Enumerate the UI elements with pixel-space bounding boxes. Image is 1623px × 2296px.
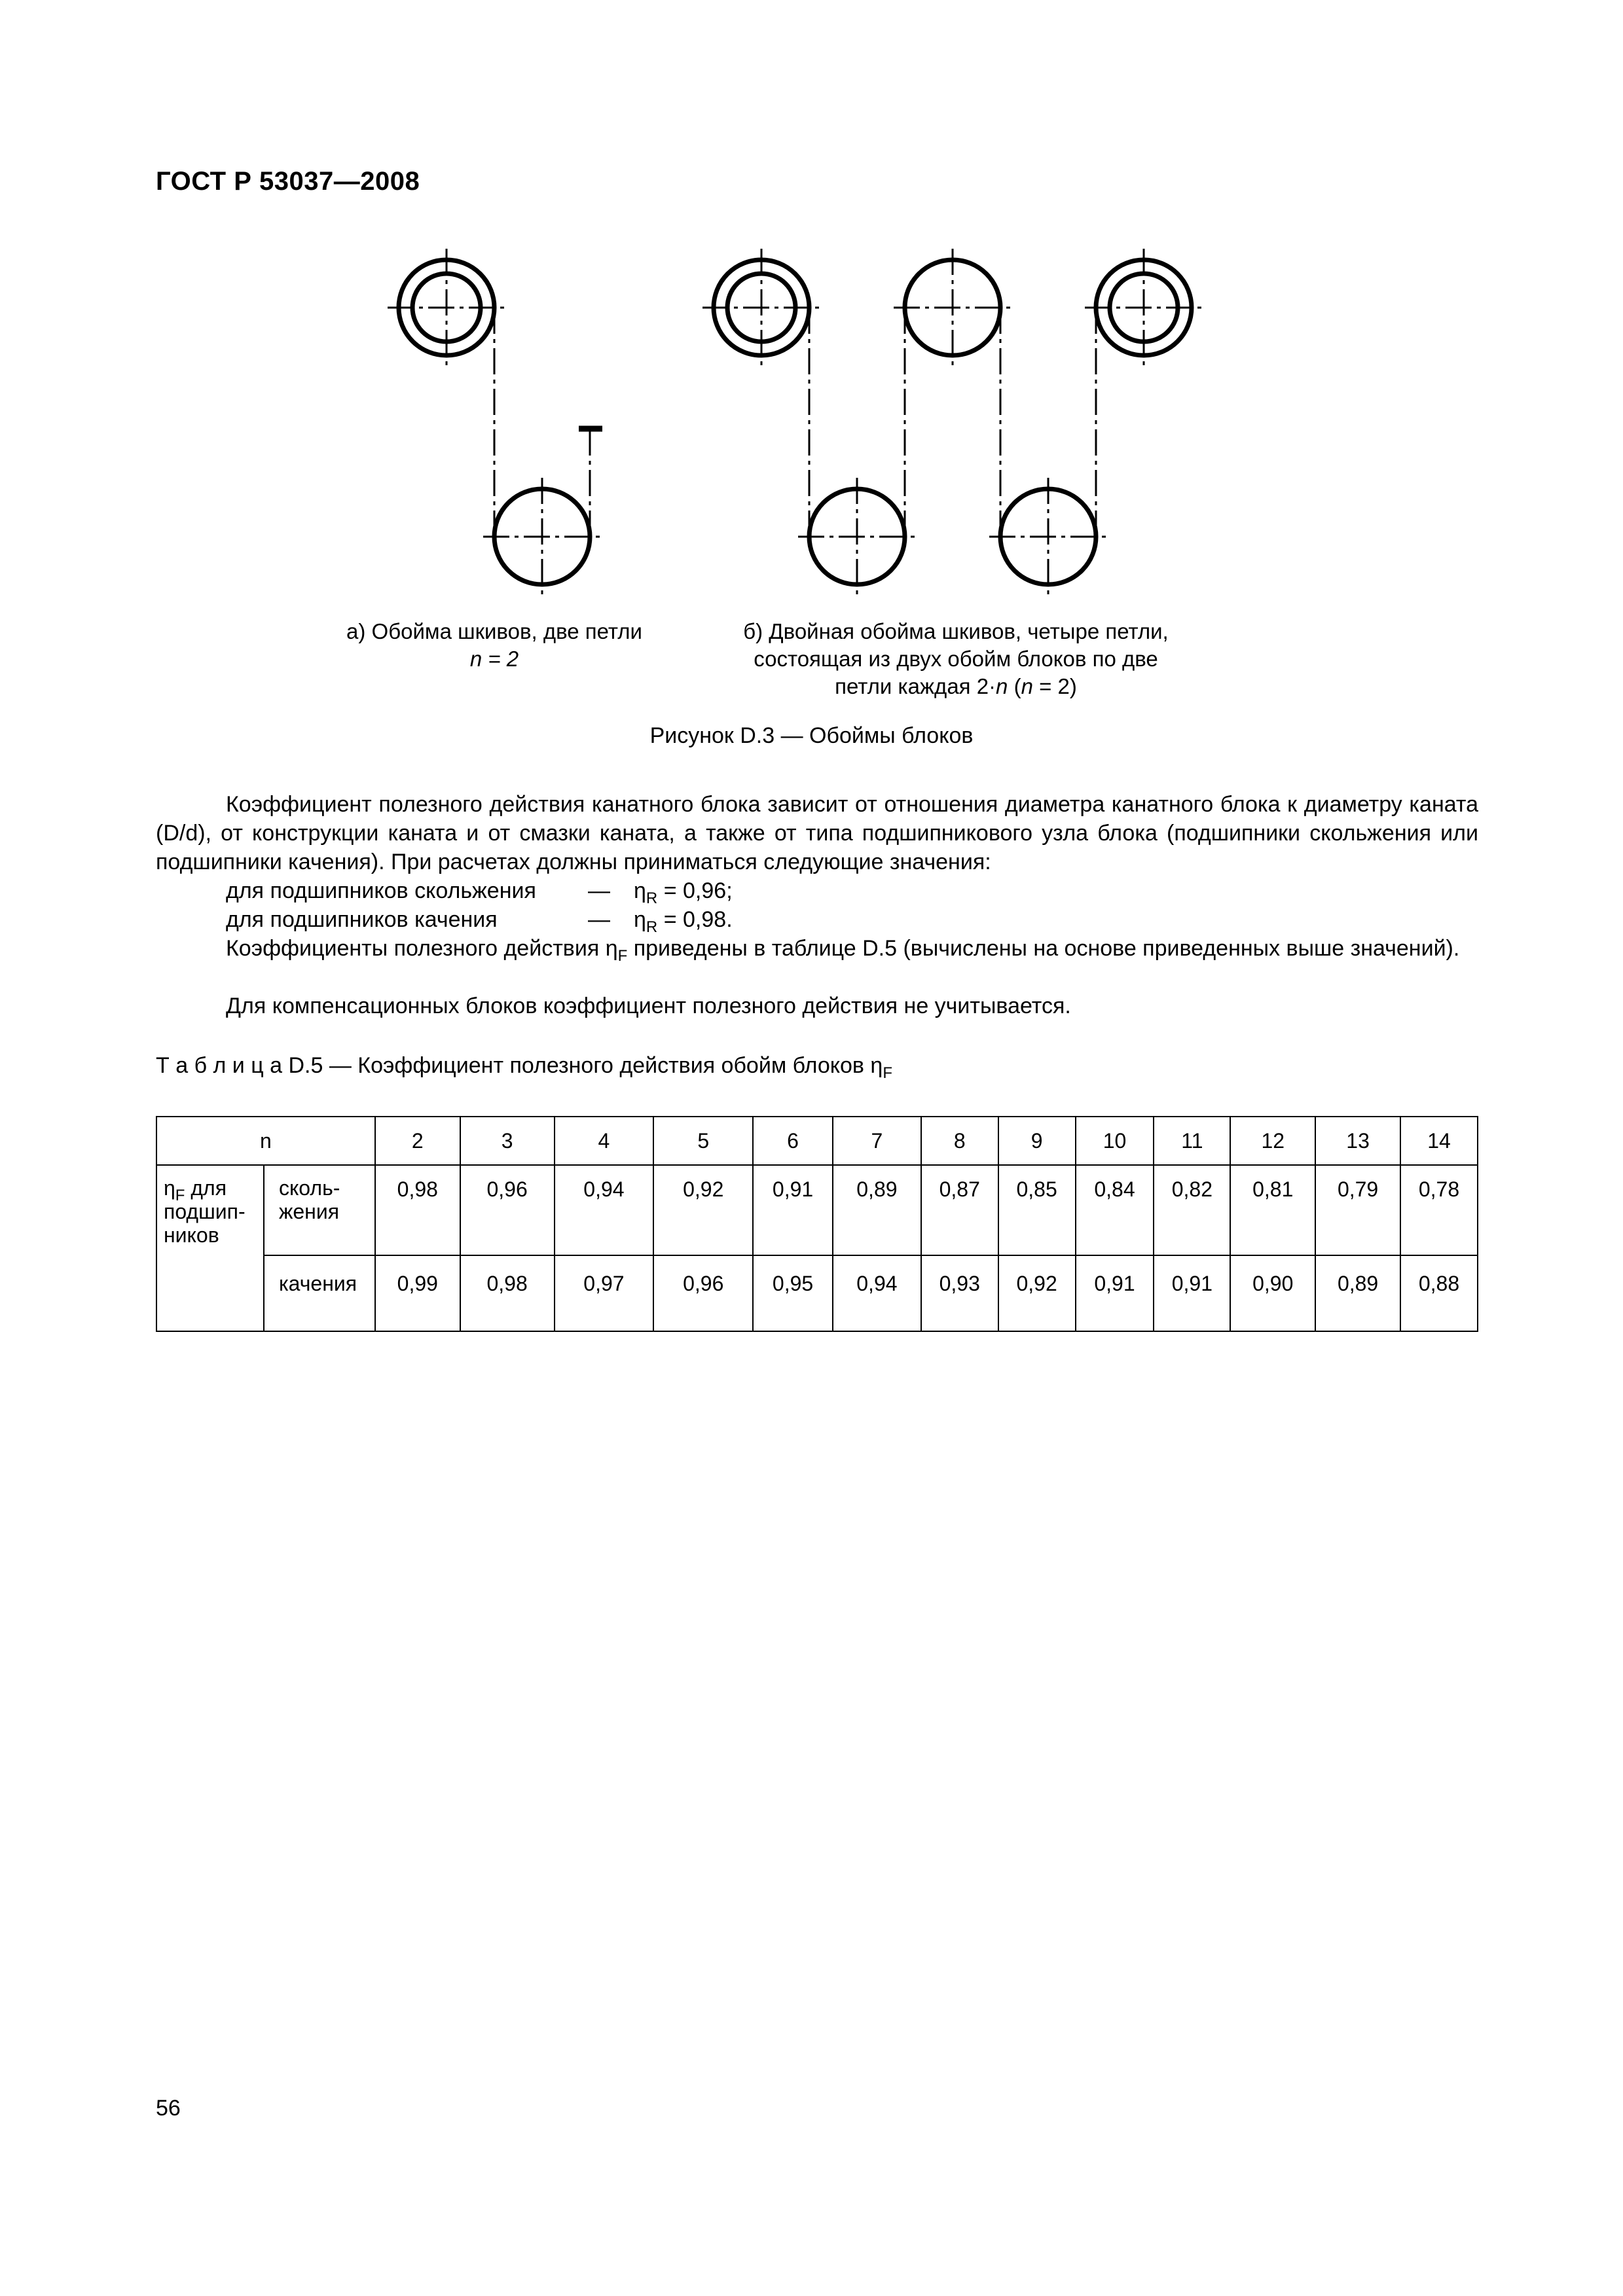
rolling-bearing-value: $\eta_R = 0,98$. [634,907,733,936]
figure-caption-b [707,618,1205,700]
rolling-bearing-dash: — [588,907,610,932]
paragraph-table-reference: Коэффициенты полезного действия $\eta_F$ приведены в таблице D.5 (вычислены на основе приведенных выше значений). [226,936,1460,965]
paragraph-efficiency-intro: Коэффициент полезного действия канатного блока зависит от отношения диаметра канатного блока к диаметру каната (D/d), от конструкции каната и от смазки каната, а также от типа подшипникового узла блока (подшипники скольжения или подшипники качения). При расчетах должны приниматься следующие значения: [156,792,1478,874]
pulley-a-bottom [483,478,601,596]
sliding-value: 0,84 [1076,1165,1154,1255]
n-value: 2 [375,1117,460,1165]
n-value: 5 [653,1117,753,1165]
rolling-bearing-label: для подшипников качения [226,907,498,932]
rolling-value: 0,93 [921,1255,998,1331]
sliding-value: 0,94 [555,1165,654,1255]
eta-row-label: $\eta_F$ для подшип- ников [156,1165,264,1331]
rolling-value: 0,97 [555,1255,654,1331]
caption-a-line1: а) Обойма шкивов, две петли [346,619,642,643]
rolling-value: 0,95 [753,1255,833,1331]
sliding-value: 0,85 [998,1165,1076,1255]
sliding-bearing-value: $\eta_R = 0,96$; [634,878,733,907]
pulley-b-bottom-right [989,478,1107,596]
sliding-value: 0,91 [753,1165,833,1255]
pulley-b-top-middle [894,249,1012,367]
sliding-value: 0,87 [921,1165,998,1255]
n-value: 8 [921,1117,998,1165]
n-value: 9 [998,1117,1076,1165]
pulley-b-top-right [1085,249,1203,367]
rolling-value: 0,96 [653,1255,753,1331]
caption-b-line3: петли каждая 2·n (n = 2) [835,674,1077,698]
sliding-value: 0,81 [1230,1165,1315,1255]
rolling-value: 0,91 [1076,1255,1154,1331]
n-value: 14 [1400,1117,1478,1165]
sliding-value: 0,89 [833,1165,921,1255]
table-row-n [156,1117,1478,1165]
n-value: 11 [1154,1117,1230,1165]
n-value: 4 [555,1117,654,1165]
n-value: 3 [460,1117,555,1165]
paragraph-compensation-blocks: Для компенсационных блоков коэффициент полезного действия не учитывается. [226,994,1071,1018]
sliding-bearing-dash: — [588,878,610,903]
rolling-label-cell: качения [264,1255,375,1331]
n-value: 13 [1315,1117,1400,1165]
pulley-block-figure [0,0,1623,720]
n-value: 12 [1230,1117,1315,1165]
pulley-b-bottom-left [798,478,916,596]
figure-title: Рисунок D.3 — Обоймы блоков [649,723,974,748]
n-value: 7 [833,1117,921,1165]
pulley-a-top [388,249,505,367]
document-code-header: ГОСТ Р 53037—2008 [156,167,420,196]
figure-caption-a [331,618,658,673]
page-number: 56 [156,2096,181,2121]
caption-a-line2: n = 2 [469,647,519,671]
rolling-value: 0,88 [1400,1255,1478,1331]
table-row-rolling [156,1255,1478,1331]
rolling-value: 0,98 [460,1255,555,1331]
table-row-sliding [156,1165,1478,1255]
efficiency-table [156,1116,1478,1332]
sliding-value: 0,78 [1400,1165,1478,1255]
table-caption: Т а б л и ц а D.5 — Коэффициент полезного действия обойм блоков $\eta_F$ [156,1053,892,1082]
sliding-value: 0,92 [653,1165,753,1255]
pulley-b-top-left [702,249,820,367]
sliding-label-cell: сколь- жения [264,1165,375,1255]
sliding-value: 0,79 [1315,1165,1400,1255]
n-value: 10 [1076,1117,1154,1165]
rolling-value: 0,99 [375,1255,460,1331]
caption-b-line1: б) Двойная обойма шкивов, четыре петли, [743,619,1169,643]
rolling-value: 0,89 [1315,1255,1400,1331]
rolling-value: 0,90 [1230,1255,1315,1331]
sliding-value: 0,82 [1154,1165,1230,1255]
n-header-cell: n [156,1117,375,1165]
n-value: 6 [753,1117,833,1165]
rolling-value: 0,94 [833,1255,921,1331]
caption-b-line2: состоящая из двух обойм блоков по две [754,647,1158,671]
rolling-value: 0,92 [998,1255,1076,1331]
sliding-value: 0,98 [375,1165,460,1255]
sliding-value: 0,96 [460,1165,555,1255]
rolling-value: 0,91 [1154,1255,1230,1331]
sliding-bearing-label: для подшипников скольжения [226,878,536,903]
